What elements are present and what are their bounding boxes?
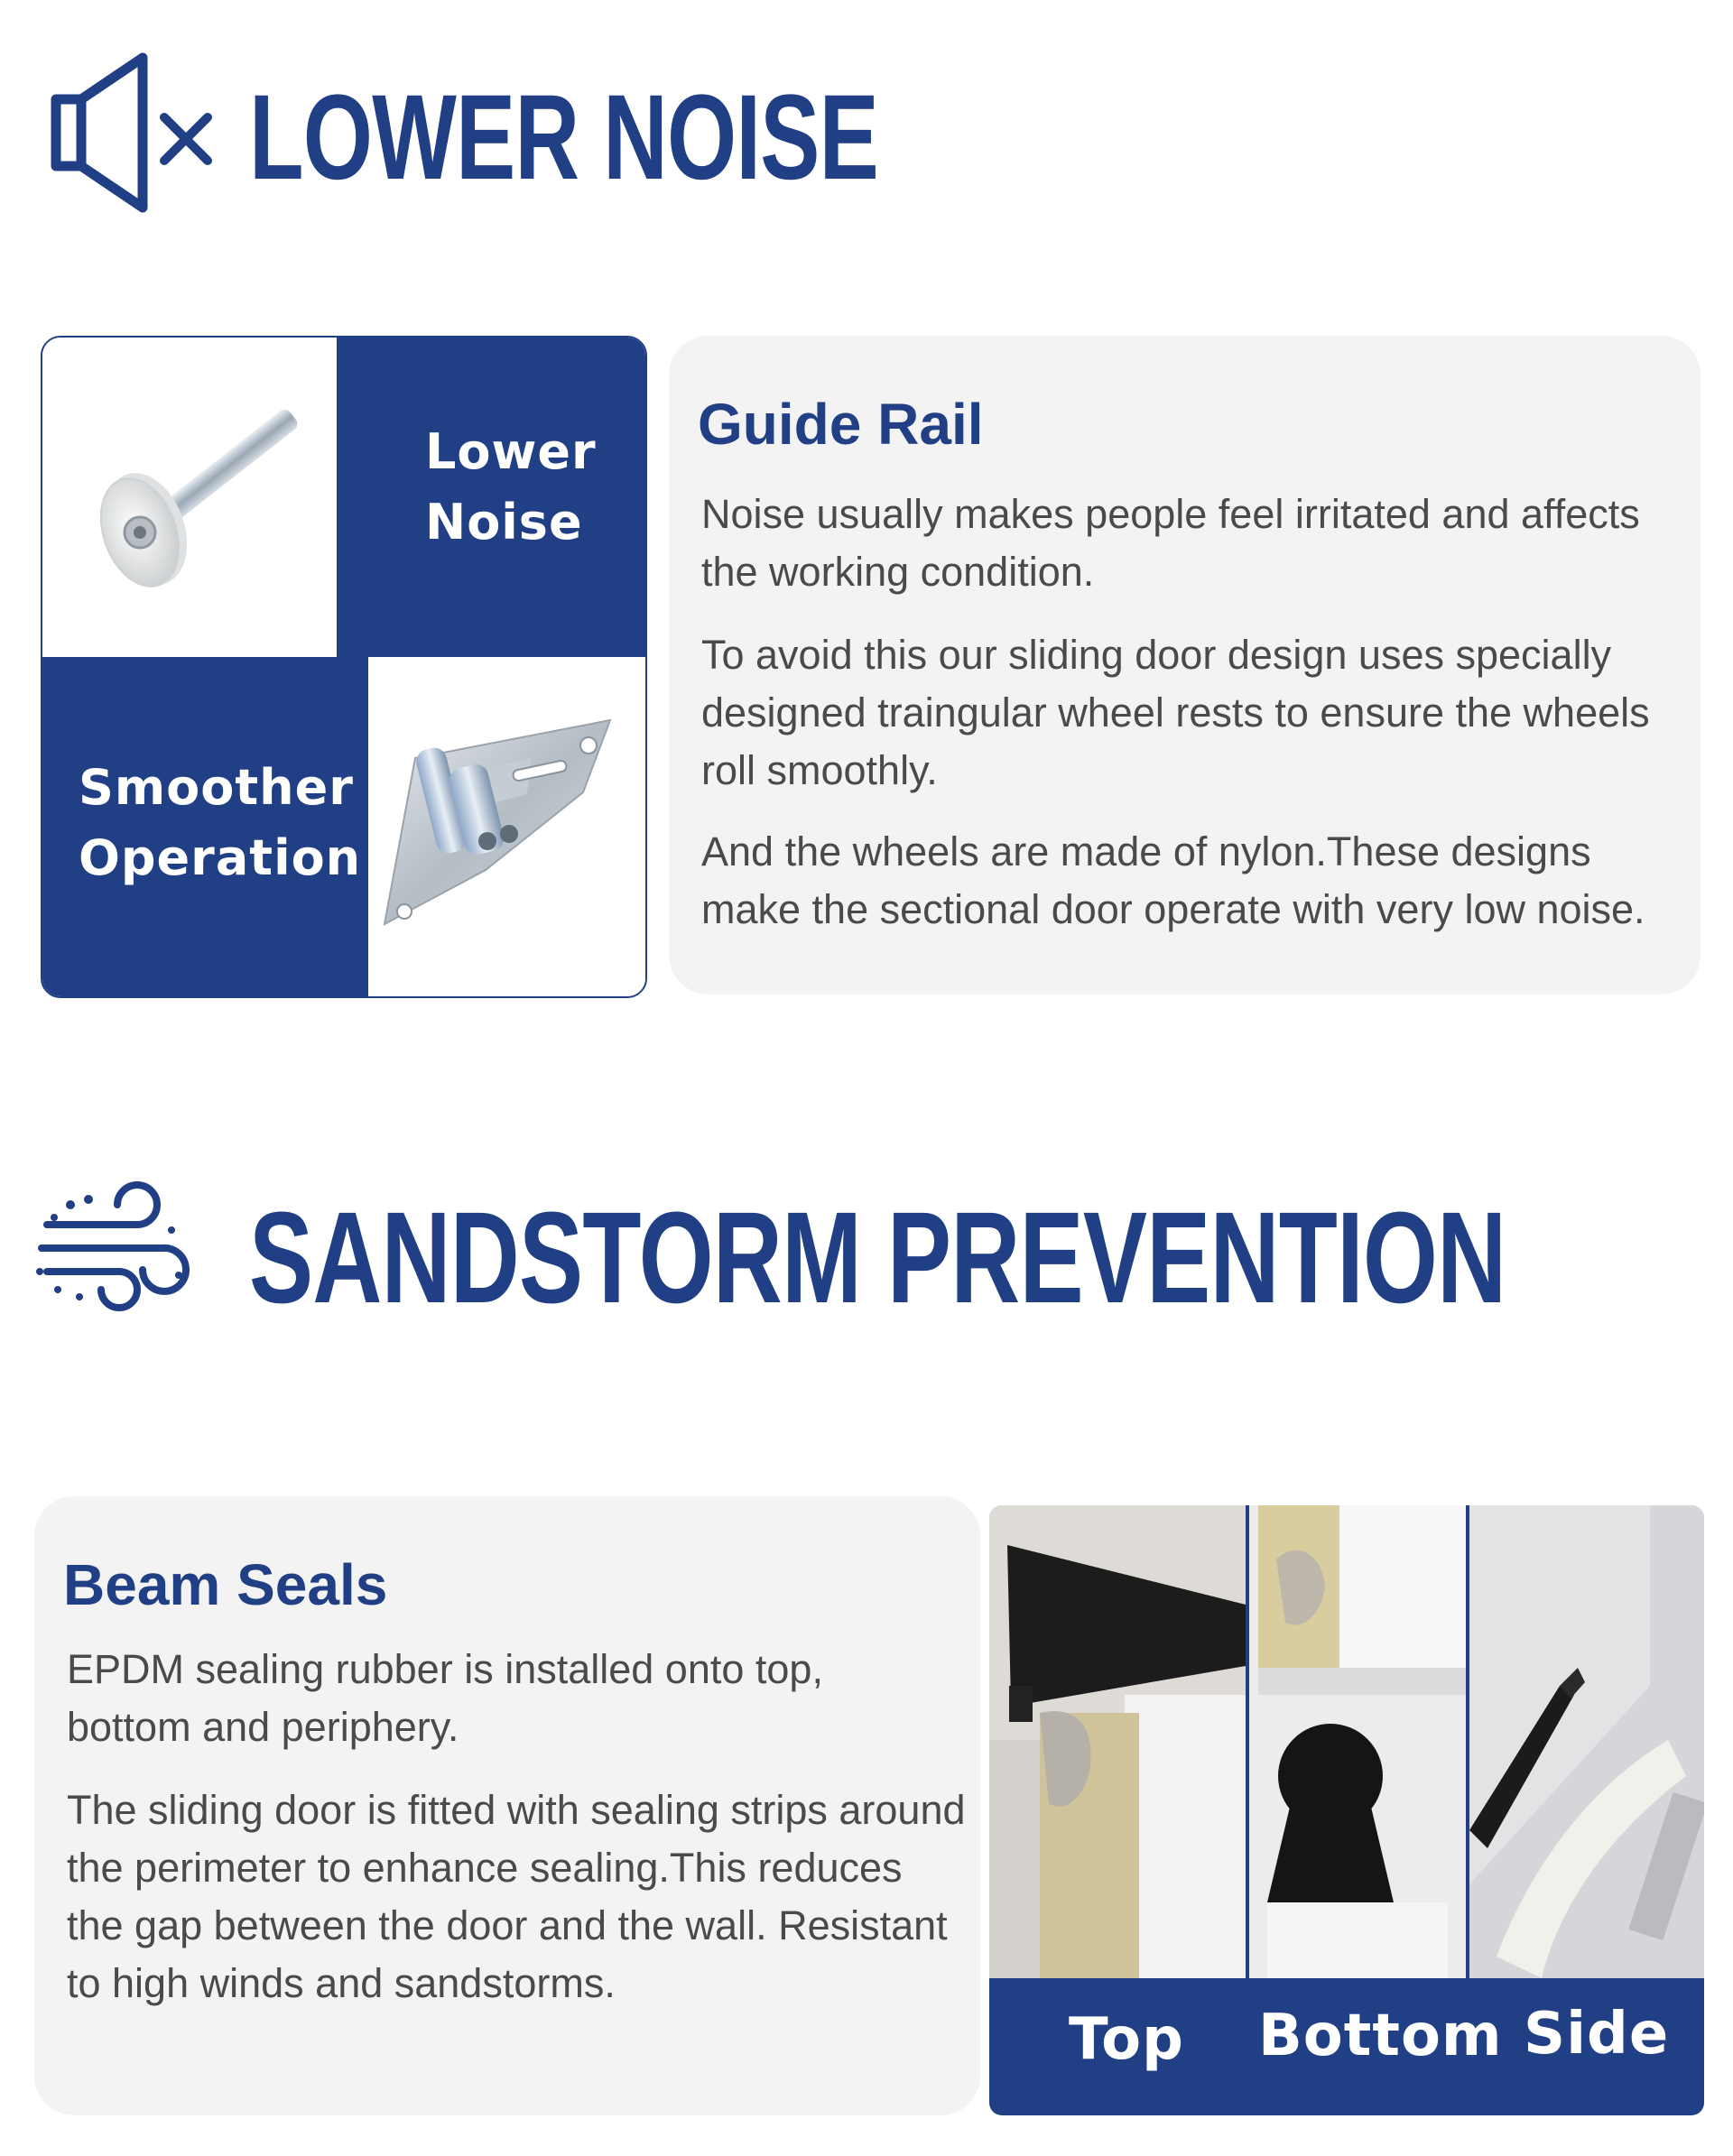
top-seal-photo <box>989 1505 1246 1978</box>
photo-label-side: Side <box>1524 2001 1670 2068</box>
photo-label-top: Top <box>1069 2006 1184 2073</box>
tile-label <box>79 753 361 893</box>
paragraph: The sliding door is fitted with sealing strips around the perimeter to enhance sealing.This reduces the gap between the door and the wall. Resistant to high winds and sandstorms. <box>67 1787 966 2006</box>
card-body <box>701 486 1676 939</box>
tile-label-line2: Operation <box>79 829 362 886</box>
paragraph: And the wheels are made of nylon.These designs make the sectional door operate with very low noise. <box>701 828 1645 932</box>
nylon-roller-icon <box>42 338 337 657</box>
steel-hinge-icon <box>368 657 645 996</box>
tile-label-line2: Noise <box>425 494 583 551</box>
top-seal-illustration <box>989 1505 1246 1978</box>
feature-tile-grid <box>41 336 647 998</box>
card-body <box>67 1641 966 2013</box>
paragraph: EPDM sealing rubber is installed onto top, bottom and periphery. <box>67 1646 823 1750</box>
wind-icon <box>36 1178 191 1313</box>
tile-label <box>425 417 597 558</box>
tile-label-line1: Lower <box>425 423 597 480</box>
guide-rail-card <box>669 336 1701 995</box>
tile-label-line1: Smoother <box>79 759 354 816</box>
bottom-seal-illustration <box>1249 1505 1466 1978</box>
section-heading: SANDSTORM PREVENTION <box>249 1185 1506 1330</box>
lower-noise-tile <box>337 338 645 657</box>
paragraph: Noise usually makes people feel irritated and affects the working condition. <box>701 491 1640 595</box>
beam-seals-card <box>34 1496 980 2115</box>
smoother-operation-tile <box>42 657 368 996</box>
hinge-photo <box>368 657 645 996</box>
paragraph: To avoid this our sliding door design uses specially designed traingular wheel rests to ensure the wheels roll smoothly. <box>701 632 1650 793</box>
section-lower-noise <box>0 0 1733 1002</box>
seal-photos-panel <box>989 1505 1704 2115</box>
roller-photo <box>42 338 337 657</box>
section-heading: LOWER NOISE <box>249 70 879 205</box>
section-sandstorm-prevention <box>0 1128 1733 2156</box>
side-seal-photo <box>1469 1505 1704 1978</box>
photo-label-bottom: Bottom <box>1258 2003 1503 2069</box>
card-title: Beam Seals <box>63 1552 388 1617</box>
bottom-seal-photo <box>1249 1505 1466 1978</box>
side-seal-illustration <box>1469 1505 1704 1978</box>
speaker-mute-icon <box>49 52 217 213</box>
card-title: Guide Rail <box>698 392 984 457</box>
